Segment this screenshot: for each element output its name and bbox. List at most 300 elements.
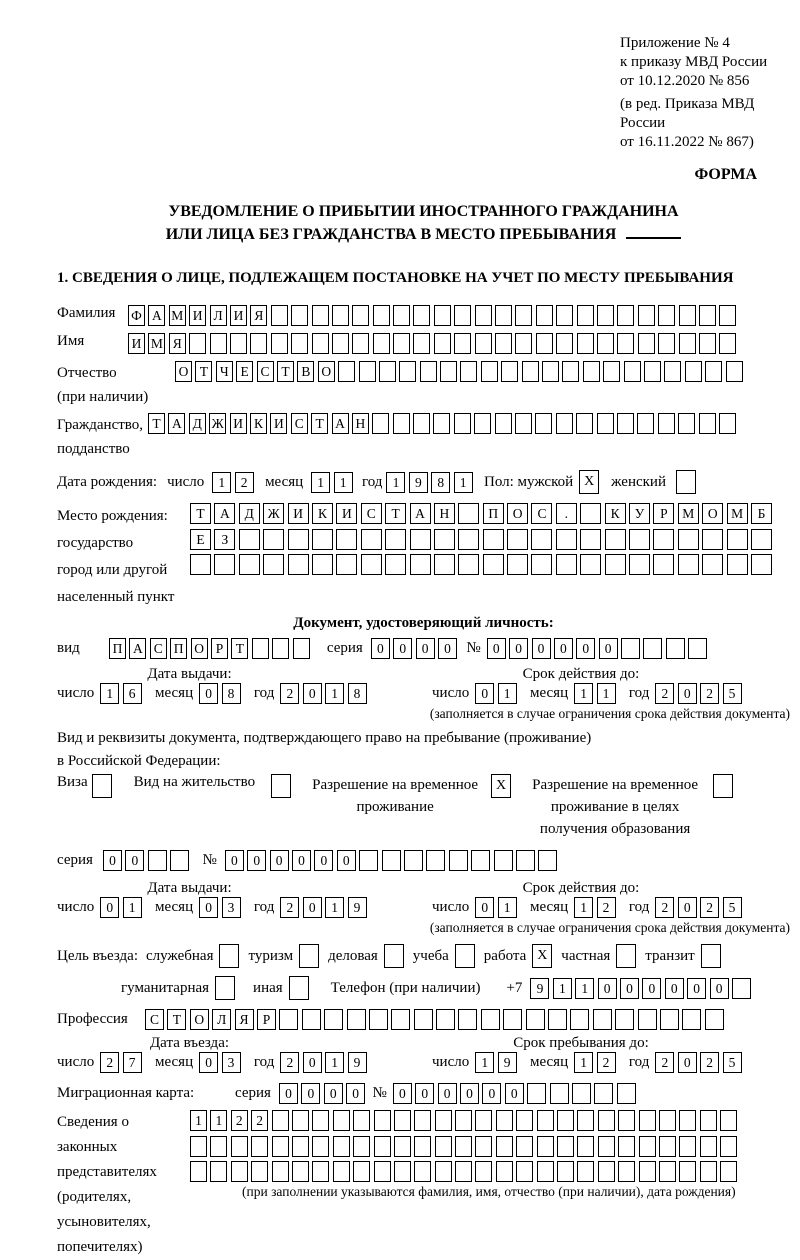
char-cell[interactable]: Т [167,1009,186,1030]
char-cell[interactable] [699,305,716,326]
char-cell[interactable] [751,529,772,550]
char-cell[interactable] [637,413,654,434]
char-cell[interactable] [536,333,553,354]
char-cell[interactable] [617,1083,636,1104]
char-cell[interactable]: 1 [311,472,330,493]
char-cell[interactable] [495,333,512,354]
char-cell[interactable] [570,1009,589,1030]
char-cell[interactable] [190,1161,207,1182]
char-cell[interactable]: А [332,413,349,434]
char-cell[interactable] [382,850,401,871]
char-cell[interactable] [639,1136,656,1157]
char-cell[interactable]: 1 [553,978,572,999]
char-cell[interactable] [638,305,655,326]
char-cell[interactable]: 6 [123,683,142,704]
char-cell[interactable]: 0 [303,897,322,918]
char-cell[interactable]: 8 [348,683,367,704]
char-cell[interactable] [332,305,349,326]
char-cell[interactable] [507,529,528,550]
char-cell[interactable] [494,850,513,871]
char-cell[interactable] [658,305,675,326]
char-cell[interactable] [713,774,733,798]
char-cell[interactable] [679,1161,696,1182]
char-cell[interactable]: 8 [431,472,450,493]
char-cell[interactable] [288,529,309,550]
char-cell[interactable]: В [297,361,314,382]
char-cell[interactable]: Т [231,638,248,659]
char-cell[interactable]: А [410,503,431,524]
char-cell[interactable]: 2 [597,897,616,918]
char-cell[interactable]: 1 [454,472,473,493]
char-cell[interactable] [435,1161,452,1182]
char-cell[interactable]: 0 [199,683,218,704]
char-cell[interactable]: 0 [199,1052,218,1073]
char-cell[interactable]: З [214,529,235,550]
char-cell[interactable] [455,1161,472,1182]
char-cell[interactable]: 1 [190,1110,207,1131]
char-cell[interactable] [679,305,696,326]
char-cell[interactable]: 7 [123,1052,142,1073]
char-cell[interactable] [719,305,736,326]
char-cell[interactable]: 0 [482,1083,501,1104]
char-cell[interactable]: А [168,413,185,434]
char-cell[interactable] [639,1161,656,1182]
char-cell[interactable]: 2 [231,1110,248,1131]
char-cell[interactable] [170,850,189,871]
char-cell[interactable] [302,1009,321,1030]
char-cell[interactable] [399,361,416,382]
char-cell[interactable]: Ф [128,305,145,326]
char-cell[interactable] [483,529,504,550]
char-cell[interactable]: С [531,503,552,524]
char-cell[interactable] [475,333,492,354]
char-cell[interactable] [603,361,620,382]
char-cell[interactable] [410,529,431,550]
char-cell[interactable] [455,944,475,968]
char-cell[interactable] [660,1009,679,1030]
char-cell[interactable] [385,554,406,575]
char-cell[interactable]: 0 [678,683,697,704]
char-cell[interactable] [594,1083,613,1104]
char-cell[interactable] [597,413,614,434]
char-cell[interactable]: 0 [225,850,244,871]
char-cell[interactable]: П [483,503,504,524]
char-cell[interactable] [526,1009,545,1030]
char-cell[interactable]: 0 [475,683,494,704]
char-cell[interactable]: 1 [597,683,616,704]
char-cell[interactable] [372,413,389,434]
char-cell[interactable] [618,1110,635,1131]
char-cell[interactable] [458,1009,477,1030]
char-cell[interactable] [577,1110,594,1131]
char-cell[interactable]: А [148,305,165,326]
char-cell[interactable] [436,1009,455,1030]
char-cell[interactable] [576,413,593,434]
char-cell[interactable] [700,1136,717,1157]
char-cell[interactable] [495,305,512,326]
char-cell[interactable] [271,305,288,326]
char-cell[interactable]: Е [190,529,211,550]
char-cell[interactable]: Е [236,361,253,382]
char-cell[interactable] [664,361,681,382]
char-cell[interactable] [219,944,239,968]
char-cell[interactable] [215,976,235,1000]
char-cell[interactable] [239,554,260,575]
char-cell[interactable] [414,1110,431,1131]
char-cell[interactable]: 2 [700,683,719,704]
char-cell[interactable] [516,1161,533,1182]
char-cell[interactable] [597,333,614,354]
char-cell[interactable] [700,1161,717,1182]
char-cell[interactable] [556,413,573,434]
char-cell[interactable] [516,850,535,871]
char-cell[interactable] [720,1110,737,1131]
char-cell[interactable] [374,1136,391,1157]
char-cell[interactable] [374,1161,391,1182]
char-cell[interactable] [336,554,357,575]
char-cell[interactable] [230,333,247,354]
char-cell[interactable]: 2 [655,683,674,704]
char-cell[interactable] [352,305,369,326]
char-cell[interactable] [190,1136,207,1157]
char-cell[interactable] [617,305,634,326]
char-cell[interactable]: 1 [334,472,353,493]
char-cell[interactable]: Л [210,305,227,326]
char-cell[interactable] [605,554,626,575]
char-cell[interactable] [458,529,479,550]
char-cell[interactable]: 8 [222,683,241,704]
char-cell[interactable] [475,305,492,326]
char-cell[interactable]: 0 [125,850,144,871]
char-cell[interactable]: О [702,503,723,524]
char-cell[interactable]: П [109,638,126,659]
char-cell[interactable] [659,1136,676,1157]
char-cell[interactable] [460,361,477,382]
char-cell[interactable]: Я [235,1009,254,1030]
char-cell[interactable] [538,850,557,871]
char-cell[interactable]: 0 [346,1083,365,1104]
char-cell[interactable]: 2 [100,1052,119,1073]
char-cell[interactable]: Н [434,503,455,524]
char-cell[interactable] [542,361,559,382]
char-cell[interactable]: 0 [371,638,390,659]
char-cell[interactable] [624,361,641,382]
char-cell[interactable] [413,413,430,434]
char-cell[interactable] [719,413,736,434]
char-cell[interactable] [580,554,601,575]
char-cell[interactable]: 2 [280,683,299,704]
char-cell[interactable] [293,638,310,659]
char-cell[interactable] [434,333,451,354]
char-cell[interactable] [414,1009,433,1030]
char-cell[interactable]: 1 [325,1052,344,1073]
char-cell[interactable] [435,1136,452,1157]
char-cell[interactable]: С [361,503,382,524]
char-cell[interactable]: 5 [723,1052,742,1073]
char-cell[interactable]: 0 [475,897,494,918]
char-cell[interactable] [682,1009,701,1030]
char-cell[interactable]: 2 [655,1052,674,1073]
char-cell[interactable] [292,1110,309,1131]
char-cell[interactable]: Р [211,638,228,659]
char-cell[interactable]: 1 [498,897,517,918]
char-cell[interactable] [393,333,410,354]
char-cell[interactable] [475,1136,492,1157]
char-cell[interactable]: И [336,503,357,524]
char-cell[interactable]: 2 [700,1052,719,1073]
char-cell[interactable] [333,1136,350,1157]
char-cell[interactable] [605,529,626,550]
char-cell[interactable]: Ж [209,413,226,434]
char-cell[interactable]: 1 [498,683,517,704]
char-cell[interactable]: 0 [438,1083,457,1104]
char-cell[interactable] [435,1110,452,1131]
char-cell[interactable] [231,1136,248,1157]
char-cell[interactable]: Б [751,503,772,524]
char-cell[interactable] [556,529,577,550]
char-cell[interactable]: Ж [263,503,284,524]
char-cell[interactable] [522,361,539,382]
char-cell[interactable] [495,413,512,434]
char-cell[interactable] [434,529,455,550]
char-cell[interactable] [583,361,600,382]
char-cell[interactable] [516,1110,533,1131]
char-cell[interactable] [496,1161,513,1182]
char-cell[interactable] [720,1136,737,1157]
char-cell[interactable] [536,305,553,326]
char-cell[interactable]: . [556,503,577,524]
char-cell[interactable]: 0 [710,978,729,999]
char-cell[interactable] [263,529,284,550]
char-cell[interactable] [527,1083,546,1104]
char-cell[interactable] [414,1136,431,1157]
char-cell[interactable] [347,1009,366,1030]
char-cell[interactable] [537,1110,554,1131]
char-cell[interactable] [577,1136,594,1157]
char-cell[interactable] [272,638,289,659]
char-cell[interactable] [685,361,702,382]
char-cell[interactable] [535,413,552,434]
char-cell[interactable] [531,554,552,575]
char-cell[interactable]: Л [212,1009,231,1030]
char-cell[interactable] [617,413,634,434]
char-cell[interactable]: 1 [325,897,344,918]
char-cell[interactable] [312,1161,329,1182]
char-cell[interactable] [515,333,532,354]
char-cell[interactable]: О [191,638,208,659]
char-cell[interactable] [455,1136,472,1157]
char-cell[interactable]: 0 [303,683,322,704]
char-cell[interactable] [702,554,723,575]
char-cell[interactable] [678,413,695,434]
char-cell[interactable]: 0 [103,850,122,871]
char-cell[interactable] [557,1161,574,1182]
char-cell[interactable] [700,1110,717,1131]
char-cell[interactable] [272,1136,289,1157]
char-cell[interactable] [338,361,355,382]
char-cell[interactable] [701,944,721,968]
char-cell[interactable] [190,554,211,575]
char-cell[interactable] [210,1161,227,1182]
char-cell[interactable]: 9 [348,1052,367,1073]
char-cell[interactable] [679,1110,696,1131]
char-cell[interactable] [359,850,378,871]
char-cell[interactable] [454,413,471,434]
char-cell[interactable]: М [678,503,699,524]
char-cell[interactable]: Р [257,1009,276,1030]
char-cell[interactable]: И [270,413,287,434]
char-cell[interactable] [679,1136,696,1157]
char-cell[interactable]: М [148,333,165,354]
char-cell[interactable] [291,333,308,354]
char-cell[interactable] [324,1009,343,1030]
char-cell[interactable]: 0 [599,638,618,659]
char-cell[interactable]: К [605,503,626,524]
char-cell[interactable]: 0 [199,897,218,918]
char-cell[interactable] [548,1009,567,1030]
char-cell[interactable] [639,1110,656,1131]
char-cell[interactable] [458,503,479,524]
char-cell[interactable]: 0 [393,638,412,659]
char-cell[interactable]: К [250,413,267,434]
char-cell[interactable]: И [128,333,145,354]
char-cell[interactable] [618,1161,635,1182]
char-cell[interactable]: 1 [325,683,344,704]
char-cell[interactable] [379,361,396,382]
char-cell[interactable] [433,413,450,434]
char-cell[interactable] [556,554,577,575]
char-cell[interactable]: 0 [100,897,119,918]
char-cell[interactable]: С [150,638,167,659]
char-cell[interactable]: 0 [665,978,684,999]
char-cell[interactable]: О [318,361,335,382]
char-cell[interactable] [292,1136,309,1157]
char-cell[interactable] [629,554,650,575]
char-cell[interactable]: 2 [280,1052,299,1073]
char-cell[interactable]: Т [311,413,328,434]
char-cell[interactable]: У [629,503,650,524]
char-cell[interactable] [688,638,707,659]
char-cell[interactable] [496,1110,513,1131]
char-cell[interactable]: Д [239,503,260,524]
char-cell[interactable] [658,333,675,354]
char-cell[interactable] [471,850,490,871]
char-cell[interactable] [705,1009,724,1030]
char-cell[interactable] [475,1161,492,1182]
char-cell[interactable] [598,1136,615,1157]
char-cell[interactable]: 5 [723,897,742,918]
char-cell[interactable] [312,554,333,575]
char-cell[interactable] [454,305,471,326]
char-cell[interactable]: Р [653,503,674,524]
char-cell[interactable]: С [257,361,274,382]
char-cell[interactable]: 0 [509,638,528,659]
char-cell[interactable] [289,976,309,1000]
char-cell[interactable] [333,1110,350,1131]
char-cell[interactable] [550,1083,569,1104]
char-cell[interactable]: 3 [222,897,241,918]
char-cell[interactable]: X [491,774,511,798]
char-cell[interactable] [557,1136,574,1157]
char-cell[interactable] [726,361,743,382]
char-cell[interactable] [361,554,382,575]
char-cell[interactable] [263,554,284,575]
char-cell[interactable] [516,1136,533,1157]
char-cell[interactable] [638,333,655,354]
char-cell[interactable]: 1 [574,897,593,918]
char-cell[interactable]: 0 [292,850,311,871]
char-cell[interactable] [384,944,404,968]
char-cell[interactable]: 3 [222,1052,241,1073]
char-cell[interactable] [288,554,309,575]
char-cell[interactable] [597,305,614,326]
char-cell[interactable] [413,305,430,326]
char-cell[interactable]: Ч [216,361,233,382]
char-cell[interactable] [426,850,445,871]
char-cell[interactable] [537,1136,554,1157]
char-cell[interactable] [312,1110,329,1131]
char-cell[interactable] [252,638,269,659]
char-cell[interactable] [621,638,640,659]
char-cell[interactable]: И [230,305,247,326]
char-cell[interactable] [434,305,451,326]
char-cell[interactable] [556,333,573,354]
char-cell[interactable] [474,413,491,434]
char-cell[interactable]: О [507,503,528,524]
char-cell[interactable] [394,1110,411,1131]
char-cell[interactable] [369,1009,388,1030]
char-cell[interactable]: И [189,305,206,326]
char-cell[interactable] [292,1161,309,1182]
char-cell[interactable]: 1 [386,472,405,493]
char-cell[interactable] [404,850,423,871]
char-cell[interactable]: 1 [123,897,142,918]
char-cell[interactable]: 0 [416,638,435,659]
char-cell[interactable] [616,944,636,968]
char-cell[interactable]: 0 [460,1083,479,1104]
char-cell[interactable]: 1 [210,1110,227,1131]
char-cell[interactable] [455,1110,472,1131]
char-cell[interactable] [483,554,504,575]
char-cell[interactable]: 0 [554,638,573,659]
char-cell[interactable]: Т [277,361,294,382]
char-cell[interactable] [352,333,369,354]
char-cell[interactable]: Т [190,503,211,524]
char-cell[interactable] [496,1136,513,1157]
char-cell[interactable] [577,333,594,354]
char-cell[interactable]: 9 [348,897,367,918]
char-cell[interactable]: 2 [700,897,719,918]
char-cell[interactable] [214,554,235,575]
char-cell[interactable] [312,305,329,326]
char-cell[interactable]: 0 [301,1083,320,1104]
char-cell[interactable]: 2 [280,897,299,918]
char-cell[interactable] [391,1009,410,1030]
char-cell[interactable] [291,305,308,326]
char-cell[interactable]: 0 [678,1052,697,1073]
char-cell[interactable]: Н [352,413,369,434]
char-cell[interactable] [410,554,431,575]
char-cell[interactable]: Я [169,333,186,354]
char-cell[interactable] [719,333,736,354]
char-cell[interactable] [727,554,748,575]
char-cell[interactable] [251,1136,268,1157]
char-cell[interactable] [531,529,552,550]
char-cell[interactable] [333,1161,350,1182]
char-cell[interactable] [678,554,699,575]
char-cell[interactable]: 1 [574,1052,593,1073]
char-cell[interactable] [312,529,333,550]
